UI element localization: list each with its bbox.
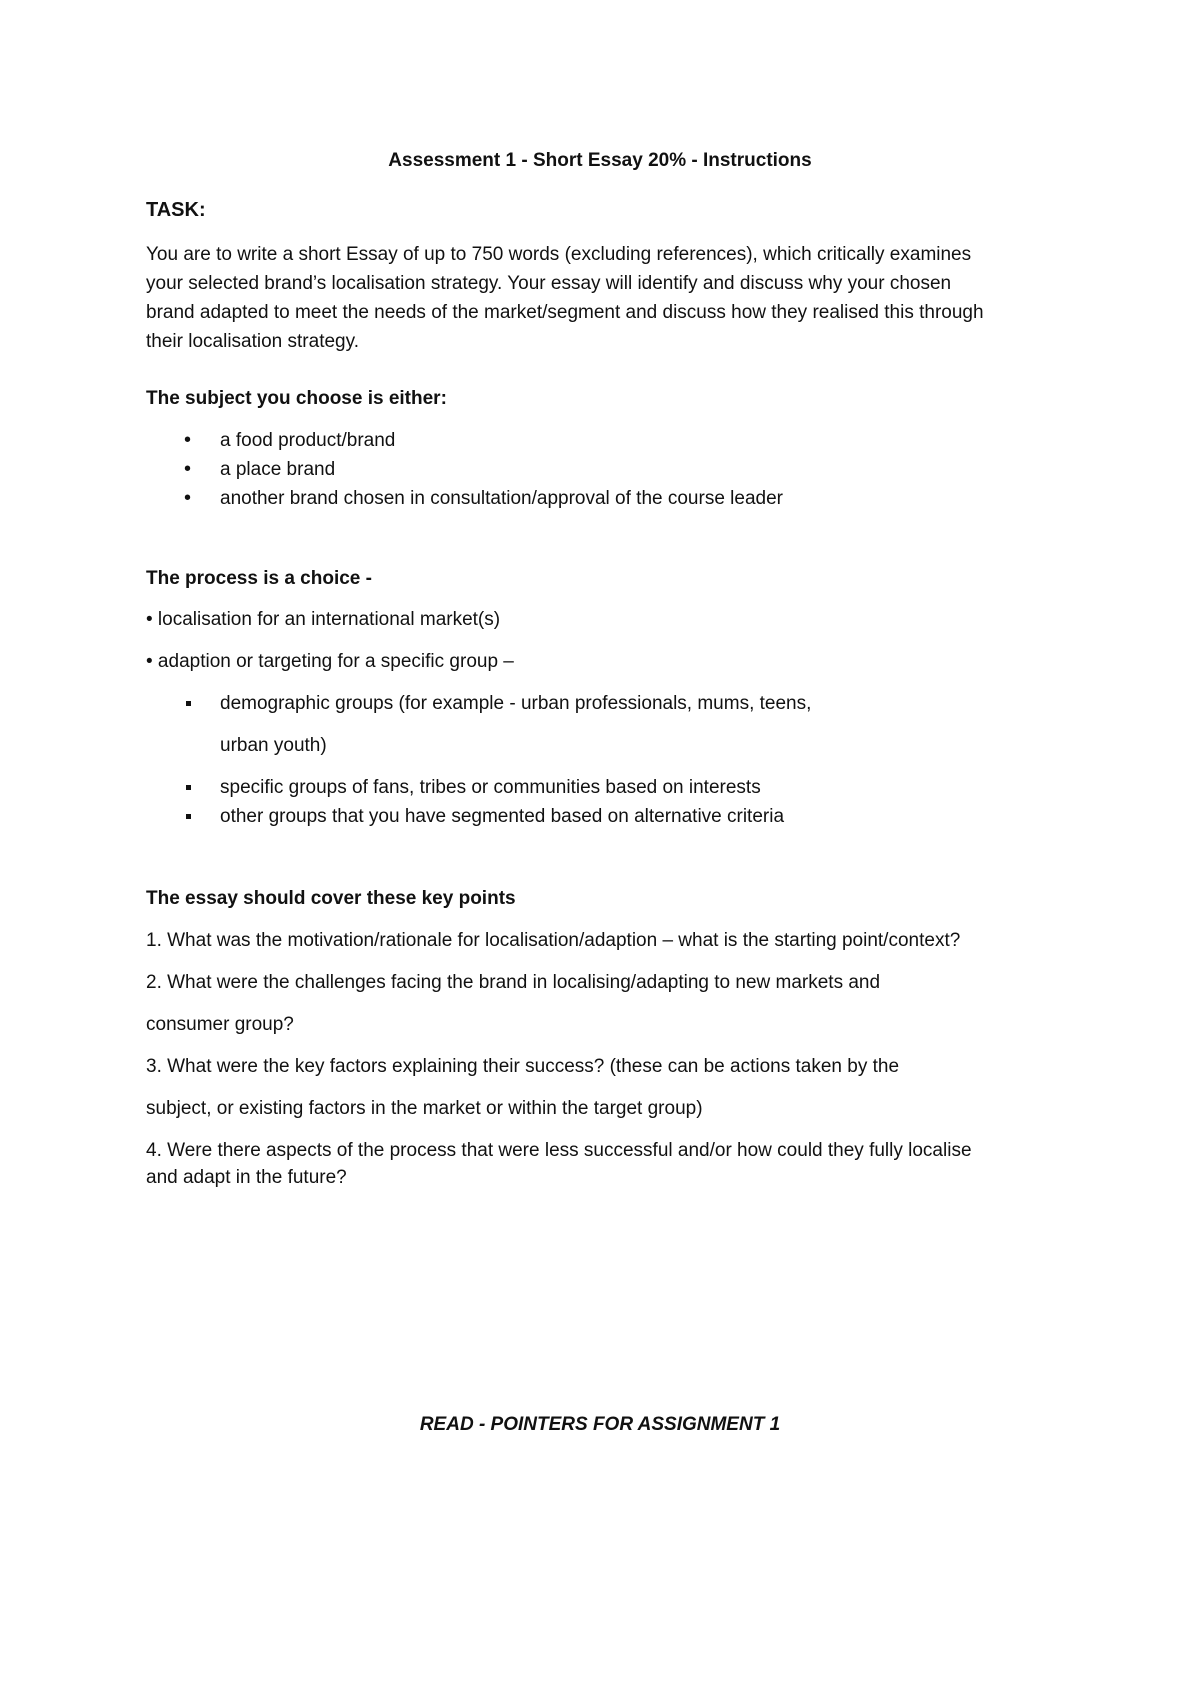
group-list xyxy=(146,689,811,831)
key-point-line: 4. Were there aspects of the process that were less successful and/or how could they fully localise xyxy=(146,1140,972,1161)
task-line: brand adapted to meet the needs of the market/segment and discuss how they realised this through xyxy=(146,302,984,323)
key-point-line: 1. What was the motivation/rationale for localisation/adaption – what is the starting point/context? xyxy=(146,930,961,951)
list-item xyxy=(146,802,811,831)
task-line: your selected brand’s localisation strategy. Your essay will identify and discuss why your chosen xyxy=(146,273,952,294)
key-point-line: and adapt in the future? xyxy=(146,1167,347,1188)
task-line: You are to write a short Essay of up to 750 words (excluding references), which critically examines xyxy=(146,244,972,265)
square-bullet-icon xyxy=(186,814,191,819)
square-bullet-icon xyxy=(186,701,191,706)
list-item-continuation xyxy=(146,731,811,773)
pointers-link-text: READ - POINTERS FOR ASSIGNMENT 1 xyxy=(419,1414,781,1435)
key-points-heading: The essay should cover these key points xyxy=(146,888,516,909)
list-item: • another brand chosen in consultation/approval of the course leader xyxy=(146,484,783,513)
list-item-text: urban youth) xyxy=(220,735,327,756)
list-item-text: demographic groups (for example - urban professionals, mums, teens, xyxy=(220,693,812,714)
process-choice: • adaption or targeting for a specific group – xyxy=(146,651,514,672)
key-point-line: 3. What were the key factors explaining their success? (these can be actions taken by the xyxy=(146,1056,900,1077)
list-item-text: other groups that you have segmented based on alternative criteria xyxy=(220,806,785,827)
list-item xyxy=(146,689,811,731)
list-item: • a place brand xyxy=(146,455,783,484)
key-point-line: subject, or existing factors in the market or within the target group) xyxy=(146,1098,703,1119)
subject-list xyxy=(146,426,783,513)
process-choice: • localisation for an international market(s) xyxy=(146,609,501,630)
key-point-line: 2. What were the challenges facing the brand in localising/adapting to new markets and xyxy=(146,972,881,993)
list-item: • a food product/brand xyxy=(146,426,783,455)
task-paragraph xyxy=(146,240,1066,356)
task-heading: TASK: xyxy=(146,199,206,221)
square-bullet-icon xyxy=(186,785,191,790)
subject-heading: The subject you choose is either: xyxy=(146,388,447,409)
list-item-text: specific groups of fans, tribes or communities based on interests xyxy=(220,777,761,798)
list-item xyxy=(146,773,811,802)
document-title: Assessment 1 - Short Essay 20% - Instructions xyxy=(388,150,812,171)
task-line: their localisation strategy. xyxy=(146,331,359,352)
process-heading: The process is a choice - xyxy=(146,568,372,589)
key-point-line: consumer group? xyxy=(146,1014,294,1035)
